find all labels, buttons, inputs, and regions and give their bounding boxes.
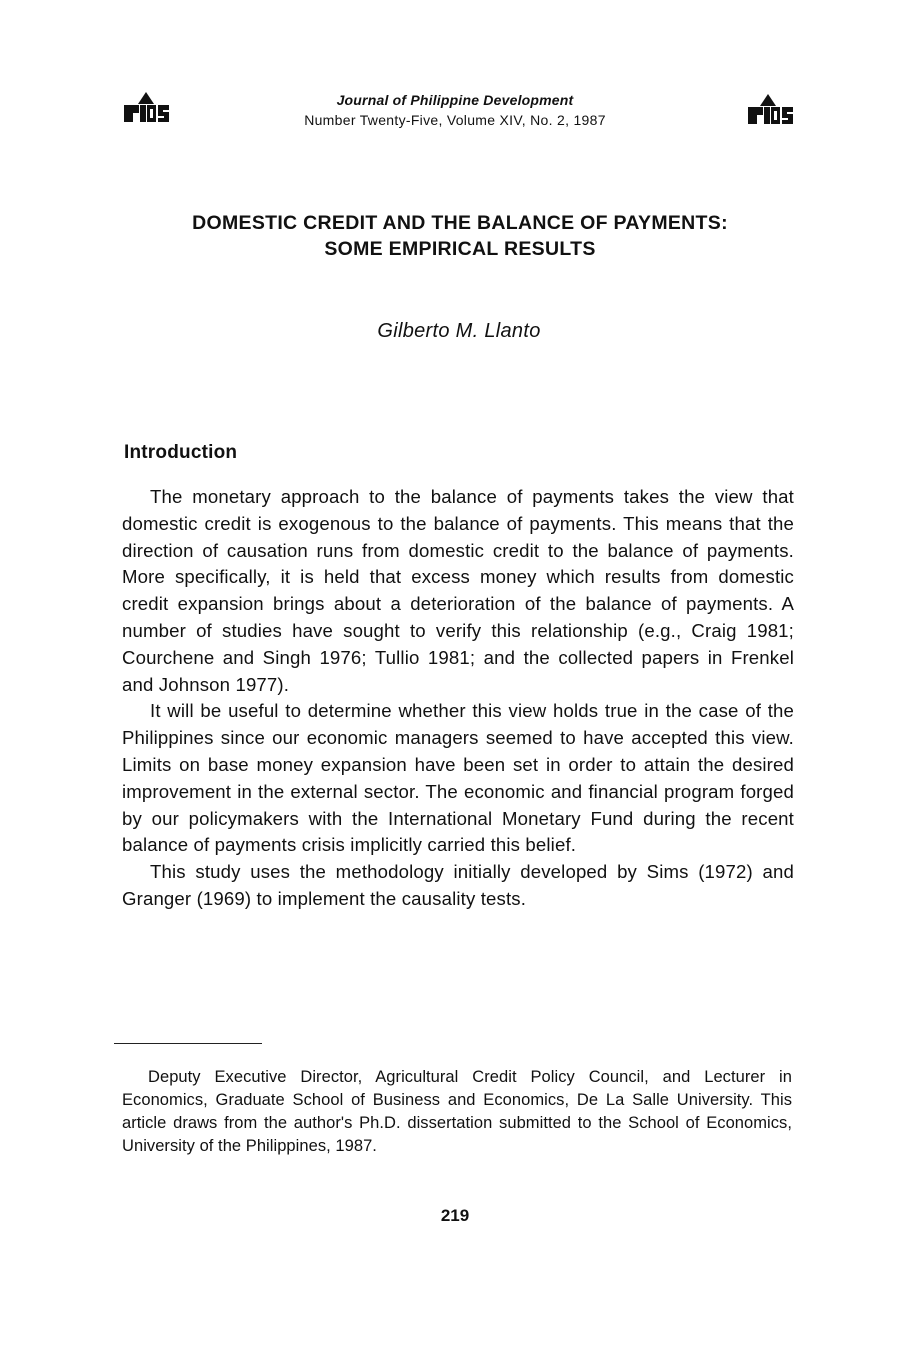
journal-name: Journal of Philippine Development (336, 92, 574, 108)
paragraph: This study uses the methodology initially developed by Sims (1972) and Granger (1969) to implement the causality tests. (122, 861, 794, 909)
pids-logo-icon (742, 90, 802, 130)
footnote: Deputy Executive Director, Agricultural Credit Policy Council, and Lecturer in Economics, Graduate School of Business and Economics, De La Salle University. This article draws from the author's Ph.D. dissertation submitted to the School of Economics, University of the Philippines, 1987. (122, 1068, 792, 1155)
title-line-2: SOME EMPIRICAL RESULTS (324, 238, 596, 260)
paragraph: It will be useful to determine whether this view holds true in the case of the Philippines since our economic managers seemed to have accepted this view. Limits on base money expansion have been set in order to attain the desired improvement in the external sector. The economic and financial program forged by our policymakers with the International Monetary Fund during the recent balance of payments crisis implicitly carried this belief. (122, 700, 794, 856)
pids-logo-icon (116, 88, 176, 128)
section-heading: Introduction (124, 442, 238, 463)
page-number: 219 (440, 1206, 470, 1225)
footnote-divider (114, 1043, 262, 1044)
body-text (122, 484, 794, 913)
journal-issue: Number Twenty-Five, Volume XIV, No. 2, 1987 (304, 112, 606, 128)
article-title (100, 210, 820, 262)
paragraph: The monetary approach to the balance of payments takes the view that domestic credit is exogenous to the balance of payments. This means that the direction of causation runs from domestic credit to the balance of payments. More specifically, it is held that excess money which results from domestic credit expansion brings about a deterioration of the balance of payments. A number of studies have sought to verify this relationship (e.g., Craig 1981; Courchene and Singh 1976; Tullio 1981; and the collected papers in Frenkel and Johnson 1977). (122, 486, 794, 695)
author-name: Gilberto M. Llanto (377, 320, 541, 342)
title-line-1: DOMESTIC CREDIT AND THE BALANCE OF PAYMENTS: (192, 212, 728, 234)
journal-header (240, 90, 670, 130)
